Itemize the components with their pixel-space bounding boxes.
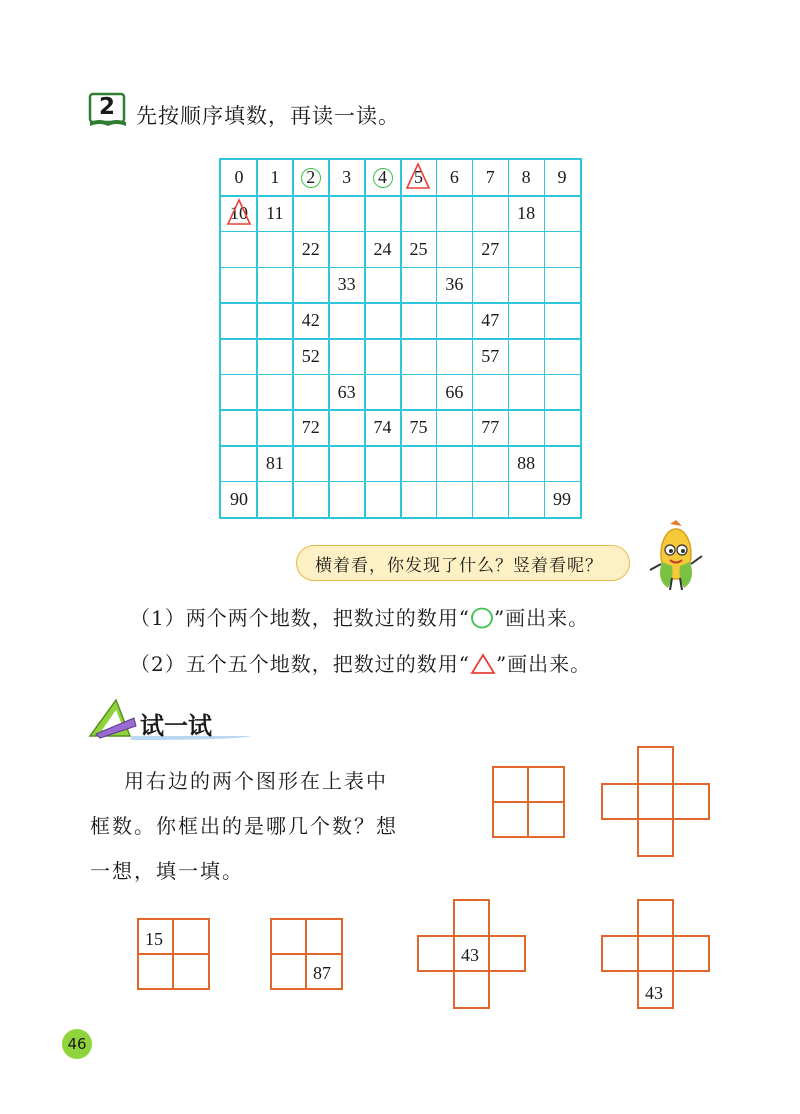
grid-number: 81 (265, 452, 284, 473)
grid-number: 8 (521, 167, 531, 188)
grid-cell (257, 160, 293, 196)
grid-cell (436, 410, 472, 446)
grid-cell (472, 231, 508, 267)
grid-cell (508, 267, 544, 303)
grid-cell (293, 160, 329, 196)
grid-cell (436, 196, 472, 232)
instruction-2-prefix: （2）五个五个地数，把数过的数用“ (130, 652, 470, 676)
instruction-2-suffix: ”画出来。 (495, 652, 592, 676)
grid-cell (221, 374, 257, 410)
grid-number: 77 (481, 417, 500, 438)
grid-number: 90 (229, 488, 248, 509)
grid-cell (544, 160, 580, 196)
grid-cell (221, 481, 257, 517)
grid-cell (293, 267, 329, 303)
grid-cell (436, 339, 472, 375)
grid-cell (293, 231, 329, 267)
grid-cell (472, 303, 508, 339)
grid-cell (544, 481, 580, 517)
grid-cell (544, 303, 580, 339)
grid-cell (257, 446, 293, 482)
grid-number: 36 (445, 274, 464, 295)
grid-number: 75 (409, 417, 428, 438)
grid-cell (472, 374, 508, 410)
grid-number: 10 (229, 203, 248, 224)
instruction-1-prefix: （1）两个两个地数，把数过的数用“ (130, 606, 470, 630)
grid-cell (508, 374, 544, 410)
grid-cell (401, 231, 437, 267)
grid-cell (365, 410, 401, 446)
grid-cell (472, 481, 508, 517)
try-title: 试一试 (140, 712, 212, 740)
grid-cell (472, 410, 508, 446)
circle-mark (301, 168, 321, 188)
grid-number: 57 (481, 345, 500, 366)
grid-cell (472, 196, 508, 232)
grid-cell (508, 303, 544, 339)
grid-number: 27 (481, 238, 500, 259)
circle-mark (373, 168, 393, 188)
grid-number: 25 (409, 238, 428, 259)
answer-square-2-number: 87 (313, 963, 331, 983)
grid-cell (544, 446, 580, 482)
grid-cell (329, 231, 365, 267)
grid-cell (221, 231, 257, 267)
try-line-2: 框数。你框出的是哪几个数？想 (90, 814, 398, 838)
grid-number: 47 (481, 310, 500, 331)
grid-cell (221, 160, 257, 196)
grid-cell (257, 231, 293, 267)
grid-number: 24 (373, 238, 392, 259)
question-title: 先按顺序填数，再读一读。 (136, 104, 400, 128)
grid-number: 42 (301, 310, 320, 331)
grid-cell (329, 374, 365, 410)
grid-cell (257, 481, 293, 517)
grid-number: 99 (553, 488, 572, 509)
grid-number: 18 (517, 203, 536, 224)
bubble-text: 横着看，你发现了什么？竖着看呢？ (315, 555, 603, 576)
grid-number: 74 (373, 417, 392, 438)
triangle-mark (405, 162, 431, 190)
grid-cell (508, 410, 544, 446)
grid-cell (329, 339, 365, 375)
grid-cell (508, 231, 544, 267)
grid-cell (401, 303, 437, 339)
grid-cell (365, 267, 401, 303)
grid-number: 0 (234, 167, 244, 188)
grid-cell (365, 303, 401, 339)
grid-cell (365, 446, 401, 482)
grid-cell (221, 303, 257, 339)
grid-cell (436, 267, 472, 303)
grid-cell (257, 196, 293, 232)
grid-cell (401, 410, 437, 446)
try-line-3: 一想，填一填。 (90, 859, 244, 883)
grid-cell (508, 339, 544, 375)
grid-cell (329, 267, 365, 303)
grid-cell (436, 446, 472, 482)
instruction-1 (130, 602, 589, 631)
grid-cell (401, 267, 437, 303)
grid-cell (329, 446, 365, 482)
grid-cell (544, 374, 580, 410)
grid-cell (508, 196, 544, 232)
grid-cell (221, 339, 257, 375)
grid-cell (508, 481, 544, 517)
grid-cell (293, 446, 329, 482)
grid-cell (472, 339, 508, 375)
grid-number: 11 (266, 203, 284, 224)
grid-cell (293, 410, 329, 446)
grid-cell (257, 267, 293, 303)
grid-cell (436, 231, 472, 267)
triangle-symbol-icon (470, 653, 496, 675)
grid-cell (365, 160, 401, 196)
grid-number: 5 (413, 167, 423, 188)
circle-symbol-icon (470, 607, 494, 629)
grid-cell (365, 196, 401, 232)
grid-cell (329, 410, 365, 446)
grid-cell (544, 339, 580, 375)
grid-number: 3 (342, 167, 352, 188)
grid-number: 7 (485, 167, 495, 188)
question-number: 2 (99, 94, 116, 120)
grid-cell (472, 160, 508, 196)
answer-cross-1-number: 43 (461, 945, 479, 965)
hundred-chart (219, 158, 582, 519)
grid-number: 1 (270, 167, 280, 188)
triangle-mark (226, 198, 252, 226)
grid-cell (329, 196, 365, 232)
instruction-1-suffix: ”画出来。 (493, 606, 590, 630)
grid-cell (472, 446, 508, 482)
grid-cell (401, 196, 437, 232)
grid-cell (401, 339, 437, 375)
grid-cell (365, 339, 401, 375)
grid-cell (293, 303, 329, 339)
grid-cell (401, 374, 437, 410)
grid-cell (221, 446, 257, 482)
grid-number: 22 (301, 238, 320, 259)
grid-cell (293, 196, 329, 232)
grid-cell (508, 446, 544, 482)
grid-cell (257, 303, 293, 339)
grid-cell (329, 303, 365, 339)
grid-cell (257, 339, 293, 375)
grid-cell (221, 410, 257, 446)
try-line-1: 用右边的两个图形在上表中 (124, 769, 388, 793)
grid-cell (293, 339, 329, 375)
grid-number: 66 (445, 381, 464, 402)
corn-mascot-icon (640, 518, 710, 594)
grid-number: 6 (449, 167, 459, 188)
grid-cell (436, 481, 472, 517)
grid-number: 2 (306, 167, 316, 188)
grid-cell (436, 303, 472, 339)
grid-number: 4 (378, 167, 388, 188)
grid-cell (293, 374, 329, 410)
grid-cell (401, 160, 437, 196)
grid-cell (365, 231, 401, 267)
grid-cell (365, 374, 401, 410)
grid-cell (544, 267, 580, 303)
grid-cell (401, 481, 437, 517)
answer-square-1-number: 15 (145, 929, 163, 949)
grid-number: 63 (337, 381, 356, 402)
grid-number: 72 (301, 417, 320, 438)
speech-bubble (296, 545, 630, 581)
grid-cell (365, 481, 401, 517)
grid-cell (257, 374, 293, 410)
grid-cell (329, 160, 365, 196)
grid-number: 33 (337, 274, 356, 295)
grid-cell (544, 196, 580, 232)
grid-number: 9 (557, 167, 567, 188)
answer-cross-2-number: 43 (645, 983, 663, 1003)
grid-cell (544, 231, 580, 267)
grid-cell (221, 196, 257, 232)
grid-cell (257, 410, 293, 446)
grid-cell (472, 267, 508, 303)
grid-number: 88 (517, 452, 536, 473)
instruction-2 (130, 648, 591, 677)
grid-cell (329, 481, 365, 517)
grid-cell (436, 160, 472, 196)
grid-cell (221, 267, 257, 303)
page-number: 46 (62, 1029, 92, 1059)
grid-cell (293, 481, 329, 517)
grid-number: 52 (301, 345, 320, 366)
grid-cell (436, 374, 472, 410)
grid-cell (544, 410, 580, 446)
grid-cell (401, 446, 437, 482)
grid-cell (508, 160, 544, 196)
